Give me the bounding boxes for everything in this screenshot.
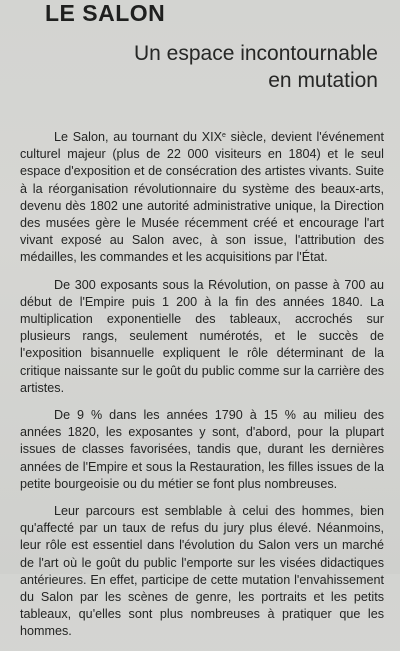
paragraph-4: Leur parcours est semblable à celui des hommes, bien qu'affecté par un taux de refus du jury plus élevé. Néanmoins, leur rôle est essentiel dans l'évolution du Salon vers un marché de l'art où le goût du public l'emporte sur les visées didactiques antérieures. En effet, participe de cette mutation l'envahissement du Salon par les scènes de genre, les portraits et les petits tableaux, qu'elles sont plus nombreuses à pratiquer que les hommes.: [20, 504, 384, 639]
panel-body: [20, 129, 384, 651]
subtitle-line-2: en mutation: [268, 69, 378, 92]
panel-title: LE SALON: [45, 0, 166, 26]
paragraph-1-start: Le Salon, au tournant du XIX: [54, 130, 222, 144]
paragraph-3: De 9 % dans les années 1790 à 15 % au milieu des années 1820, les exposantes y sont, d'abord, pour la plupart issues de classes favorisées, tandis que, durant les dernières années de l'Empire et sous la Restauration, les filles issues de la petite bourgeoisie ou du métier se font plus nombreuses.: [20, 408, 384, 491]
subtitle-line-1: Un espace incontournable: [133, 42, 378, 65]
paragraph-1: [20, 129, 384, 267]
century-superscript: e: [222, 132, 226, 139]
panel-subtitle: [134, 40, 378, 94]
paragraph-1-rest: siècle, devient l'événement culturel majeur (plus de 22 000 visiteurs en 1804) et le seul espace d'exposition et de consécration des artistes vivants. Suite à la réorganisation révolutionnaire du système des beaux-arts, devenu dès 1802 une autorité administrative unique, la Direction des musées gère le Musée récemment créé et encourage l'art vivant exposé au Salon avec, à son issue, l'attribution des médailles, les commandes et les acquisitions par l'État.: [20, 130, 384, 265]
paragraph-2: De 300 exposants sous la Révolution, on passe à 700 au début de l'Empire puis 1 200 à la fin des années 1840. La multiplication exponentielle des tableaux, accrochés sur plusieurs rangs, seulement numérotés, et le succès de l'exposition bisannuelle expliquent le rôle déterminant de la critique naissante sur le goût du public comme sur la carrière des artistes.: [20, 277, 384, 395]
